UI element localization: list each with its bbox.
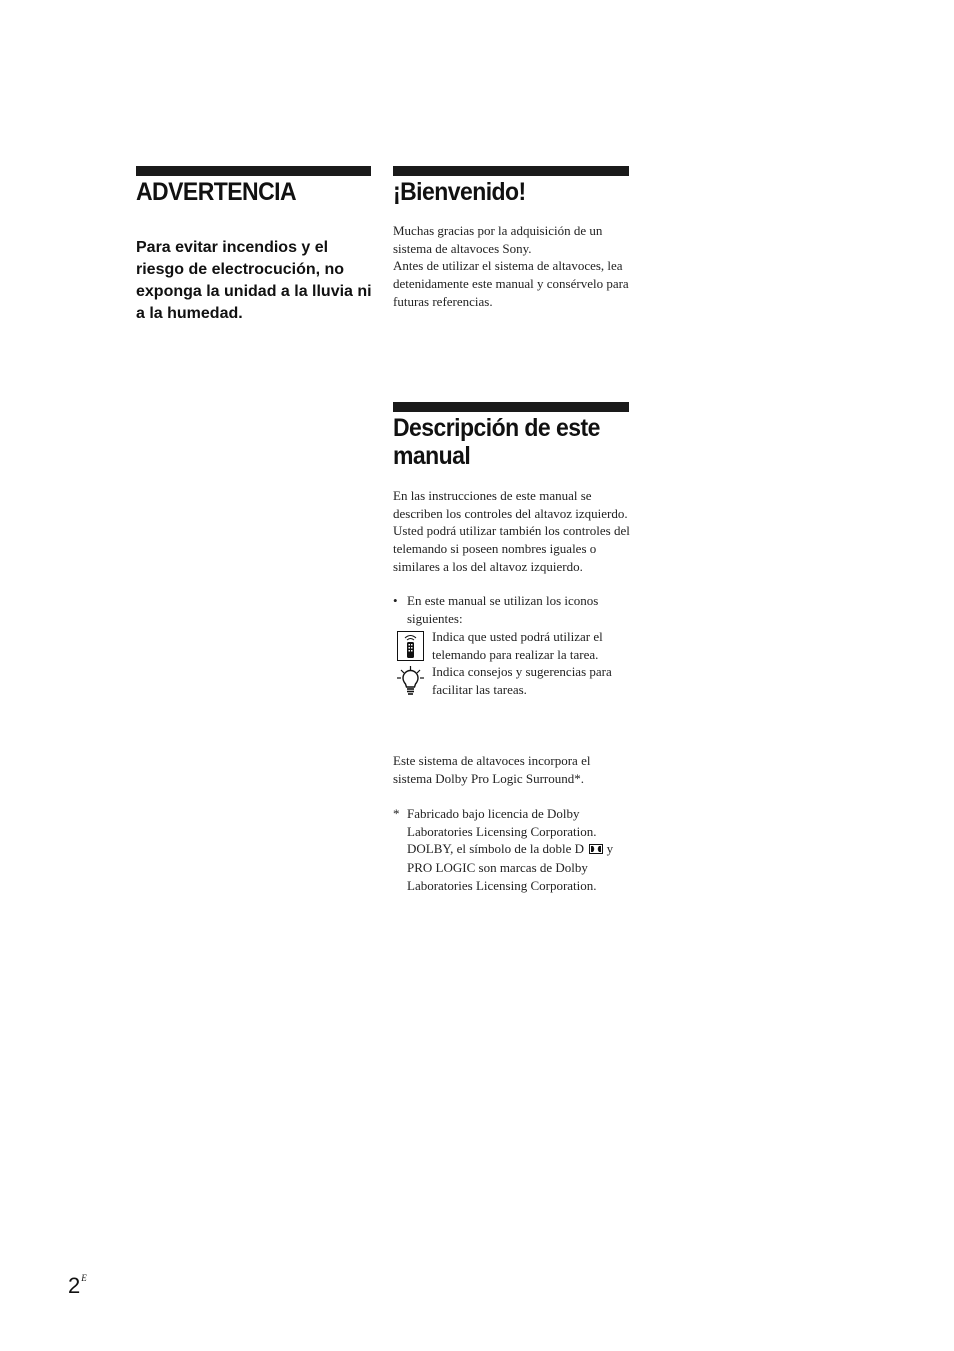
footnote-mark: * (393, 806, 400, 821)
footnote-text-part-2: y PRO LOGIC son marcas de Dolby Laboratories Licensing Corporation. (407, 841, 614, 893)
dolby-double-d-icon (589, 841, 603, 859)
manual-description-heading: Descripción de este manual (393, 414, 600, 470)
page-number-value: 2 (68, 1273, 81, 1298)
remote-icon-description: Indica que usted podrá utilizar el telemando para realizar la tarea. (432, 629, 603, 662)
welcome-heading: ¡Bienvenido! (393, 178, 526, 206)
lightbulb-tip-icon (397, 666, 424, 696)
bullet-text: En este manual se utilizan los iconos siguientes: (407, 593, 599, 626)
page-number-suffix: E (81, 1273, 87, 1283)
footnote-text (407, 805, 629, 895)
dolby-paragraph: Este sistema de altavoces incorpora el sistema Dolby Pro Logic Surround*. (393, 753, 591, 786)
warning-text: Para evitar incendios y el riesgo de electrocución, no exponga la unidad a la lluvia ni a la humedad. (136, 239, 372, 322)
footnote-text-part-1: Fabricado bajo licencia de Dolby Laboratories Licensing Corporation. DOLBY, el símbolo de la doble D (407, 806, 597, 857)
welcome-body (393, 222, 629, 311)
welcome-paragraph-1: Muchas gracias por la adquisición de un sistema de altavoces Sony. (393, 223, 603, 256)
manual-description-paragraph: En las instrucciones de este manual se describen los controles del altavoz izquierdo. Usted podrá utilizar también los controles del telemando si poseen nombres iguales o similares a los del altavoz izquierdo. (393, 488, 630, 574)
warning-rule (136, 166, 371, 176)
page-number (68, 1265, 87, 1299)
warning-heading: ADVERTENCIA (136, 178, 297, 206)
bullet-symbol: • (393, 593, 398, 608)
remote-control-icon (397, 631, 424, 661)
welcome-rule (393, 166, 629, 176)
manual-description-rule (393, 402, 629, 412)
tip-icon-description: Indica consejos y sugerencias para facilitar las tareas. (432, 664, 612, 697)
welcome-paragraph-2: Antes de utilizar el sistema de altavoces, lea detenidamente este manual y consérvelo para futuras referencias. (393, 258, 629, 309)
